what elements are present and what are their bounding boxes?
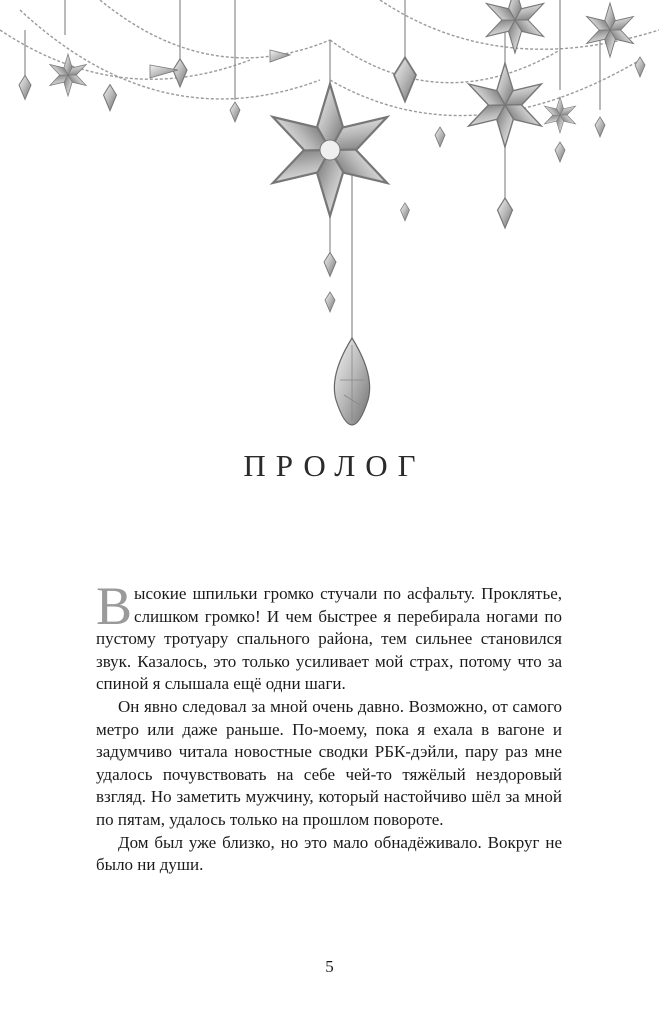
page-number: 5	[325, 957, 334, 976]
body-text	[96, 576, 562, 877]
drop-cap: В	[96, 576, 133, 636]
chapter-title: ПРОЛОГ	[243, 448, 426, 483]
crystal-chandelier-icon	[0, 0, 659, 440]
paragraph-3: Дом был уже близко, но это мало обнадёживало. Вокруг не было ни души.	[96, 832, 562, 875]
paragraph-2: Он явно следовал за мной очень давно. Возможно, от самого метро или даже раньше. По-моему, пока я ехала в вагоне и задумчиво читала новостные сводки РБК-дэйли, пару раз мне удалось почувствовать на себе чей-то тяжёлый нездоровый взгляд. Но заметить мужчину, который настойчиво шёл за мной по пятам, удалось только на прошлом повороте.	[96, 696, 562, 829]
paragraph-1	[96, 576, 562, 696]
paragraph-1-text: ысокие шпильки громко стучали по асфальту. Проклятье, слишком громко! И чем быстрее я перебирала ногами по пустому тротуару спального района, тем сильнее становился звук. Казалось, это только усиливает мой страх, потому что за спиной я слышала ещё одни шаги.	[96, 584, 562, 694]
